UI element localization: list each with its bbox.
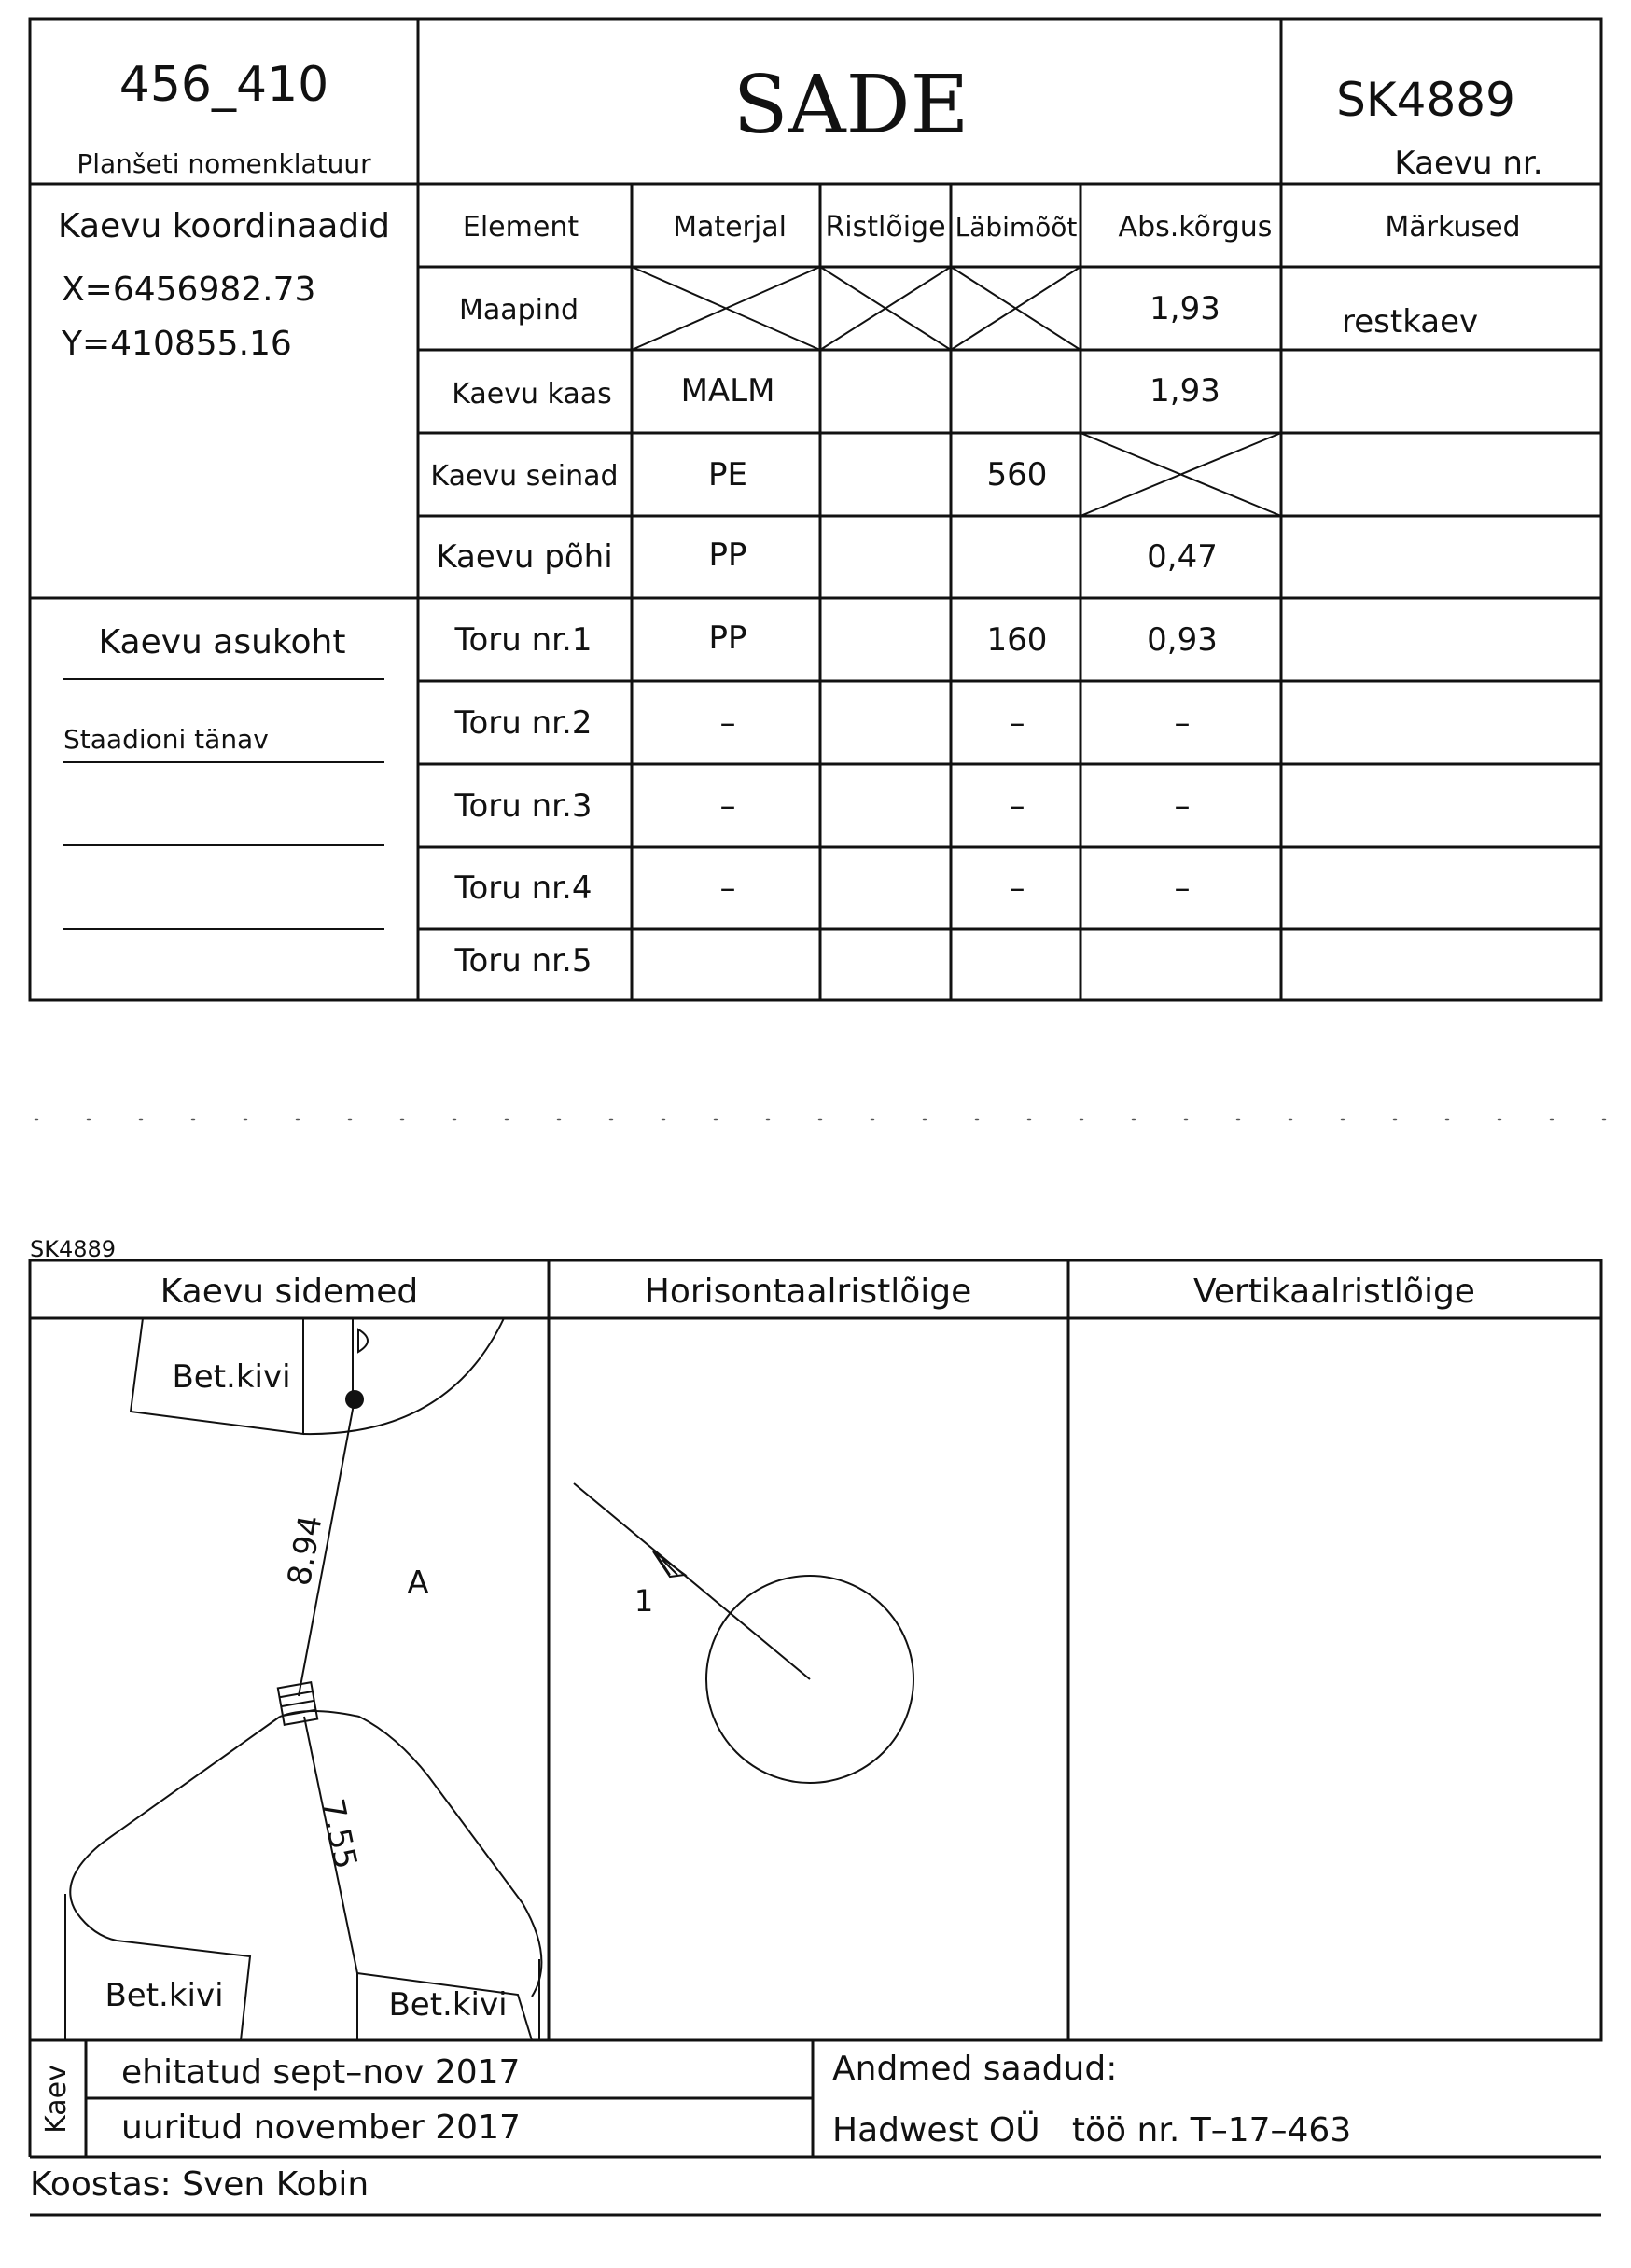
row-height: 0,93	[1147, 621, 1218, 659]
header-element: Element	[462, 211, 579, 243]
kaev-label: Kaev	[40, 2065, 73, 2134]
panel-horizontal-title: Horisontaalristlõige	[644, 1273, 972, 1311]
connections-sketch	[65, 1318, 541, 2040]
coord-y: Y=410855.16	[62, 325, 292, 363]
header-cross-section: Ristlõige	[825, 211, 946, 243]
horizontal-section-sketch	[574, 1483, 913, 1783]
header-notes: Märkused	[1385, 211, 1521, 243]
surveyed-date: uuritud november 2017	[121, 2108, 521, 2147]
row-element: Maapind	[458, 294, 579, 327]
header-height: Abs.kõrgus	[1118, 211, 1273, 243]
row-element: Kaevu kaas	[452, 378, 612, 410]
small-well-id: SK4889	[30, 1236, 117, 1262]
marker-d: D	[369, 1349, 370, 1350]
row-element: Toru nr.3	[454, 787, 592, 825]
row-height: –	[1174, 787, 1191, 825]
well-id: SK4889	[1336, 73, 1515, 127]
well-grate-symbol	[278, 1682, 317, 1725]
built-date: ehitatud sept–nov 2017	[121, 2053, 521, 2092]
location-title: Kaevu asukoht	[98, 623, 346, 661]
row-element: Kaevu põhi	[436, 538, 613, 576]
table-rows	[430, 290, 1478, 980]
bet-kivi-top: Bet.kivi	[172, 1358, 291, 1396]
row-height: –	[1174, 704, 1191, 742]
data-source: Hadwest OÜ töö nr. T–17–463	[832, 2111, 1352, 2150]
row-height: 1,93	[1150, 372, 1220, 410]
area-label: A	[407, 1565, 429, 1602]
author: Koostas: Sven Kobin	[30, 2165, 369, 2204]
panel-vertical-title: Vertikaalristlõige	[1193, 1273, 1475, 1311]
row-element: Toru nr.1	[454, 621, 592, 659]
coords-title: Kaevu koordinaadid	[57, 207, 391, 245]
pipe-number: 1	[634, 1583, 654, 1619]
row-diameter: –	[1009, 787, 1025, 825]
row-material: MALM	[680, 372, 775, 410]
row-element: Toru nr.5	[454, 942, 592, 980]
bet-kivi-bottom-left: Bet.kivi	[105, 1977, 224, 2014]
row-material: PP	[708, 619, 747, 657]
sheet-code: 456_410	[118, 57, 329, 113]
row-element: Toru nr.4	[454, 870, 592, 907]
row-note: restkaev	[1342, 303, 1479, 341]
row-element: Toru nr.2	[454, 704, 592, 742]
network-type-title: SADE	[732, 59, 969, 152]
row-material: –	[719, 787, 736, 825]
well-caption: Kaevu nr.	[1394, 145, 1543, 182]
row-diameter: 160	[986, 621, 1048, 659]
header-material: Materjal	[673, 211, 787, 243]
row-height: –	[1174, 870, 1191, 907]
row-diameter: –	[1009, 704, 1025, 742]
bet-kivi-bottom-right: Bet.kivi	[388, 1986, 508, 2024]
row-material: PE	[708, 456, 747, 494]
row-material: –	[719, 704, 736, 742]
header-diameter: Läbimõõt	[955, 212, 1078, 243]
row-diameter: –	[1009, 870, 1025, 907]
row-material: PP	[708, 536, 747, 574]
sheet-caption: Planšeti nomenklatuur	[77, 148, 371, 179]
data-source-title: Andmed saadud:	[832, 2050, 1118, 2088]
row-diameter: 560	[986, 456, 1048, 494]
table-headers	[463, 211, 1521, 243]
distance-1: 8.94	[280, 1512, 330, 1589]
panel-connections-title: Kaevu sidemed	[160, 1273, 419, 1311]
location-street: Staadioni tänav	[63, 724, 269, 755]
row-height: 1,93	[1150, 290, 1220, 327]
row-material: –	[719, 870, 736, 907]
coord-x: X=6456982.73	[62, 271, 316, 309]
row-element: Kaevu seinad	[430, 460, 619, 493]
row-height: 0,47	[1147, 538, 1218, 576]
distance-2: 7.55	[313, 1795, 365, 1872]
